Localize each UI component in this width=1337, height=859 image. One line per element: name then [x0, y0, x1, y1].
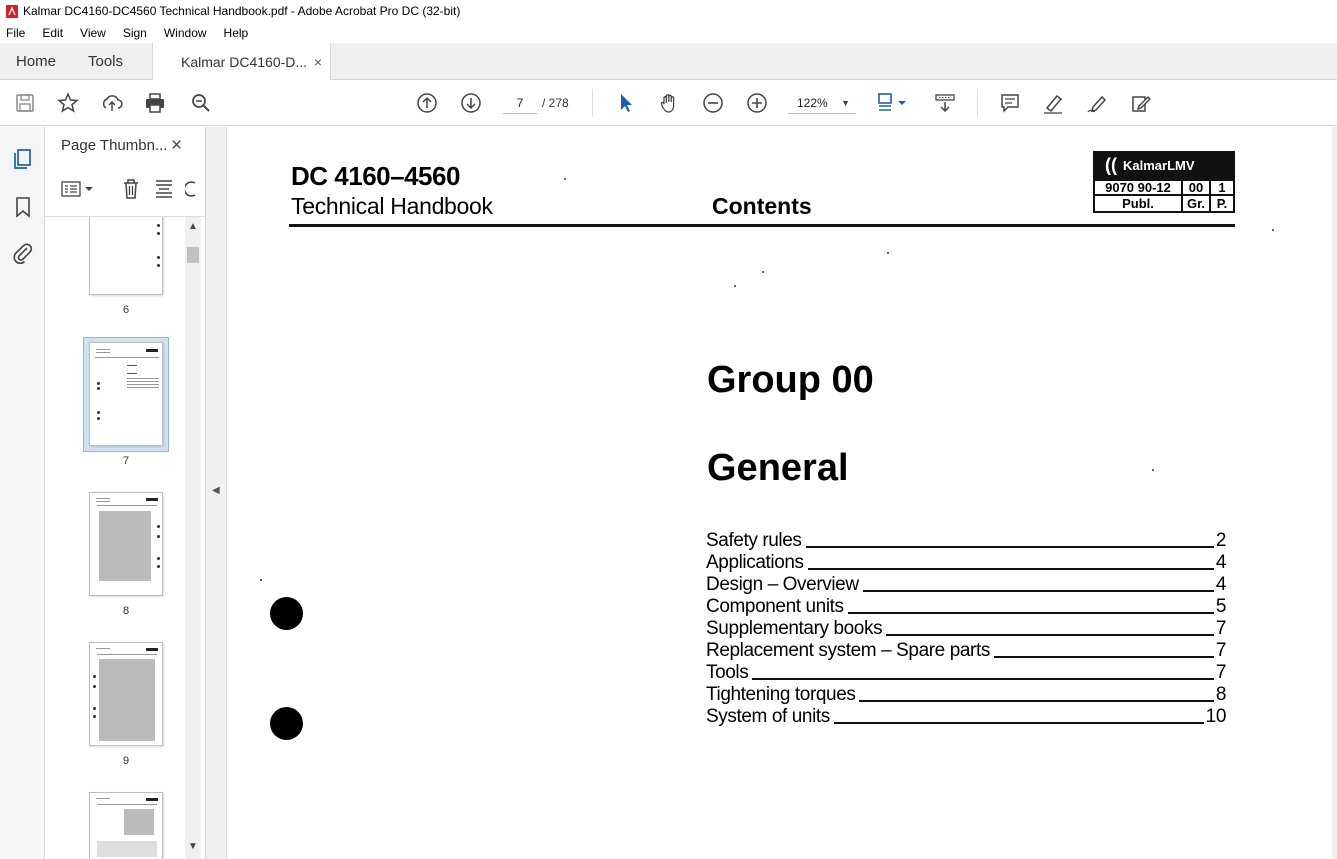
toc-entry-page: 7 [1215, 618, 1226, 639]
menu-window[interactable]: Window [163, 25, 207, 40]
toc-entry [706, 662, 1226, 684]
thumbnail-page[interactable] [89, 642, 163, 746]
thumbnail-page[interactable] [89, 492, 163, 596]
header-rule [289, 224, 1235, 227]
bookmarks-icon[interactable] [11, 195, 35, 219]
attachments-icon[interactable] [11, 241, 35, 265]
toc-leader [808, 568, 1214, 570]
table-of-contents [706, 530, 1226, 728]
thumbnail-mark [157, 535, 160, 538]
delete-icon[interactable] [121, 177, 141, 201]
scan-speck [1272, 229, 1274, 231]
toc-entry-page: 8 [1215, 684, 1226, 705]
thumbnail-text [127, 384, 159, 385]
tab-tools[interactable]: Tools [88, 53, 124, 70]
toc-entry-page: 5 [1215, 596, 1226, 617]
thumbnail-mark [157, 525, 160, 528]
kalmar-logo [1093, 151, 1235, 179]
toc-leader [806, 546, 1214, 548]
thumbnail-text [96, 349, 110, 350]
thumbnail-mark [97, 417, 100, 420]
select-cursor-icon[interactable] [614, 91, 638, 115]
scan-speck [887, 252, 889, 254]
toc-entry-label: Design – Overview [706, 574, 863, 596]
thumbnail-mark [157, 224, 160, 227]
thumbnail-mark [93, 685, 96, 688]
thumbnail-text [96, 798, 110, 799]
bookmark-star-icon[interactable] [56, 91, 80, 115]
thumbnail-text [96, 501, 110, 502]
acrobat-icon [6, 5, 18, 18]
toc-leader [752, 678, 1213, 680]
thumbnail-text-block [99, 511, 151, 581]
thumbnail-logo [146, 798, 158, 801]
thumbnail-mark [157, 565, 160, 568]
thumbnail-mark [157, 264, 160, 267]
thumbnail-mark [157, 557, 160, 560]
thumbnail-logo [146, 498, 158, 501]
menu-bar [0, 22, 1337, 43]
thumbnail-page-selected[interactable] [89, 342, 163, 446]
rotate-icon[interactable] [185, 177, 199, 201]
page-number-input[interactable]: 7 [503, 92, 537, 114]
thumbnail-mark [97, 382, 100, 385]
toc-entry-label: Component units [706, 596, 848, 618]
highlight-icon[interactable] [1041, 91, 1065, 115]
toc-entry [706, 706, 1226, 728]
comment-icon[interactable] [998, 91, 1022, 115]
toc-entry-label: Safety rules [706, 530, 806, 552]
tab-home[interactable]: Home [16, 53, 57, 70]
toc-entry-label: Tightening torques [706, 684, 859, 706]
left-rail [0, 127, 45, 859]
thumbnail-page[interactable] [89, 792, 163, 859]
tab-close-icon[interactable]: × [313, 54, 322, 70]
tab-bar [0, 43, 1337, 80]
toc-entry-label: Tools [706, 662, 752, 684]
panel-toolbar [59, 177, 199, 201]
toc-entry [706, 530, 1226, 552]
kalmar-logo-mark-icon: (( [1105, 154, 1117, 175]
thumbnail-text [127, 378, 159, 379]
menu-sign[interactable]: Sign [122, 25, 147, 40]
thumbnail-rule [95, 357, 159, 358]
toc-entry-page: 7 [1215, 640, 1226, 661]
thumbnail-label: 9 [122, 755, 130, 767]
toc-entry [706, 684, 1226, 706]
publication-code-row [1093, 179, 1235, 196]
page-total: / 278 [542, 96, 569, 110]
scan-speck [1152, 469, 1154, 471]
p-label: P. [1216, 196, 1228, 211]
scroll-down-icon[interactable]: ▼ [188, 841, 198, 852]
fit-page-icon[interactable] [876, 91, 910, 115]
toc-entry-page: 7 [1215, 662, 1226, 683]
thumbnail-mark [157, 232, 160, 235]
toolbar [0, 80, 1337, 126]
toc-entry-label: Supplementary books [706, 618, 886, 640]
toolbar-divider [592, 89, 593, 117]
thumbnail-logo [146, 349, 158, 352]
thumbnail-rule [97, 505, 157, 506]
thumbnail-mark [93, 715, 96, 718]
scan-speck [260, 579, 262, 581]
menu-file[interactable]: File [6, 25, 26, 40]
group-title: General [707, 447, 849, 489]
insert-page-icon[interactable] [154, 177, 174, 201]
title-bar [0, 0, 1337, 22]
chevron-down-icon: ▼ [841, 98, 850, 108]
toolbar-divider [977, 89, 978, 117]
zoom-level-value: 122% [797, 96, 828, 110]
toc-entry [706, 552, 1226, 574]
thumbnail-text [127, 365, 137, 366]
thumbnail-figure [97, 841, 157, 857]
publ-label: Publ. [1095, 196, 1183, 211]
scroll-up-icon[interactable]: ▲ [188, 221, 198, 232]
menu-edit[interactable]: Edit [42, 25, 64, 40]
group-number: 00 [1183, 181, 1211, 194]
menu-view[interactable]: View [80, 25, 106, 40]
thumbnail-label: 8 [122, 605, 130, 617]
zoom-search-icon[interactable] [189, 91, 213, 115]
scan-speck [762, 271, 764, 273]
zoom-in-icon[interactable] [745, 91, 769, 115]
toc-entry-label: Applications [706, 552, 808, 574]
page-thumbnails-icon[interactable] [11, 147, 35, 171]
thumbnail-label: 6 [122, 304, 130, 316]
thumbnail-text [127, 373, 137, 374]
publication-label-row [1093, 196, 1235, 213]
scan-speck [564, 178, 566, 180]
doc-subheading: Technical Handbook [291, 193, 493, 219]
toc-entry [706, 596, 1226, 618]
thumbnail-text-block [99, 659, 155, 741]
save-icon[interactable] [13, 91, 37, 115]
upload-icon[interactable] [100, 91, 124, 115]
menu-help[interactable]: Help [223, 25, 249, 40]
sign-icon[interactable] [1085, 91, 1109, 115]
toc-entry-label: System of units [706, 706, 834, 728]
toc-entry-label: Replacement system – Spare parts [706, 640, 994, 662]
hand-tool-icon[interactable] [657, 91, 681, 115]
toc-leader [848, 612, 1214, 614]
toc-leader [859, 700, 1213, 702]
zoom-level-select[interactable] [788, 92, 856, 114]
toc-entry-page: 2 [1215, 530, 1226, 551]
document-scrollbar[interactable] [1332, 127, 1337, 859]
next-page-icon[interactable] [459, 91, 483, 115]
toc-leader [994, 656, 1214, 658]
toc-leader [886, 634, 1214, 636]
thumbnail-mark [97, 387, 100, 390]
punch-hole [270, 597, 303, 630]
thumbnail-mark [93, 707, 96, 710]
thumbnail-text-block [124, 809, 154, 835]
toc-entry-page: 4 [1215, 552, 1226, 573]
toc-leader [863, 590, 1214, 592]
toc-entry [706, 574, 1226, 596]
scroll-mode-icon[interactable] [933, 91, 957, 115]
window-title: Kalmar DC4160-DC4560 Technical Handbook.pdf - Adobe Acrobat Pro DC (32-bit) [23, 4, 461, 18]
tab-document[interactable] [152, 43, 331, 81]
panel-close-icon[interactable]: × [171, 135, 183, 156]
group-number-heading: Group 00 [707, 359, 874, 401]
page-number: 1 [1218, 180, 1226, 195]
scan-speck [734, 285, 736, 287]
thumbnail-list [45, 217, 185, 859]
thumbnail-page[interactable] [89, 217, 163, 295]
thumbnail-rule [97, 804, 157, 805]
page-thumbnails-panel [45, 127, 206, 859]
thumbnail-text [96, 352, 110, 353]
thumbnail-text [96, 498, 110, 499]
document-viewer[interactable] [226, 127, 1337, 859]
thumbnail-options-icon[interactable] [61, 179, 97, 199]
thumbnail-mark [97, 411, 100, 414]
toc-entry-page: 4 [1215, 574, 1226, 595]
publ-number: 9070 90-12 [1095, 181, 1183, 194]
edit-icon[interactable] [1129, 91, 1153, 115]
thumbnail-scrollbar[interactable] [185, 217, 201, 859]
thumbnail-label: 7 [122, 455, 130, 467]
thumbnail-rule [97, 654, 157, 655]
gr-label: Gr. [1183, 196, 1211, 211]
toc-entry [706, 640, 1226, 662]
toc-entry [706, 618, 1226, 640]
thumbnail-text [127, 381, 159, 382]
chevron-left-icon: ◀ [212, 485, 220, 496]
panel-title: Page Thumbn... [61, 137, 168, 154]
thumbnail-mark [93, 675, 96, 678]
thumbnail-text [127, 387, 159, 388]
scroll-thumb[interactable] [187, 247, 199, 263]
thumbnail-mark [157, 256, 160, 259]
doc-heading: DC 4160–4560 [291, 161, 460, 191]
tab-document-label: Kalmar DC4160-D... [181, 54, 308, 70]
punch-hole [270, 707, 303, 740]
toc-entry-page: 10 [1205, 706, 1226, 727]
doc-section-title: Contents [712, 193, 812, 219]
zoom-out-icon[interactable] [701, 91, 725, 115]
panel-collapse-handle[interactable] [206, 127, 226, 859]
thumbnail-logo [146, 648, 158, 651]
print-icon[interactable] [143, 91, 167, 115]
logo-brand: KalmarLMV [1123, 157, 1195, 173]
thumbnail-text [96, 648, 110, 649]
publication-logo-box [1093, 151, 1235, 215]
prev-page-icon[interactable] [415, 91, 439, 115]
toc-leader [834, 722, 1204, 724]
